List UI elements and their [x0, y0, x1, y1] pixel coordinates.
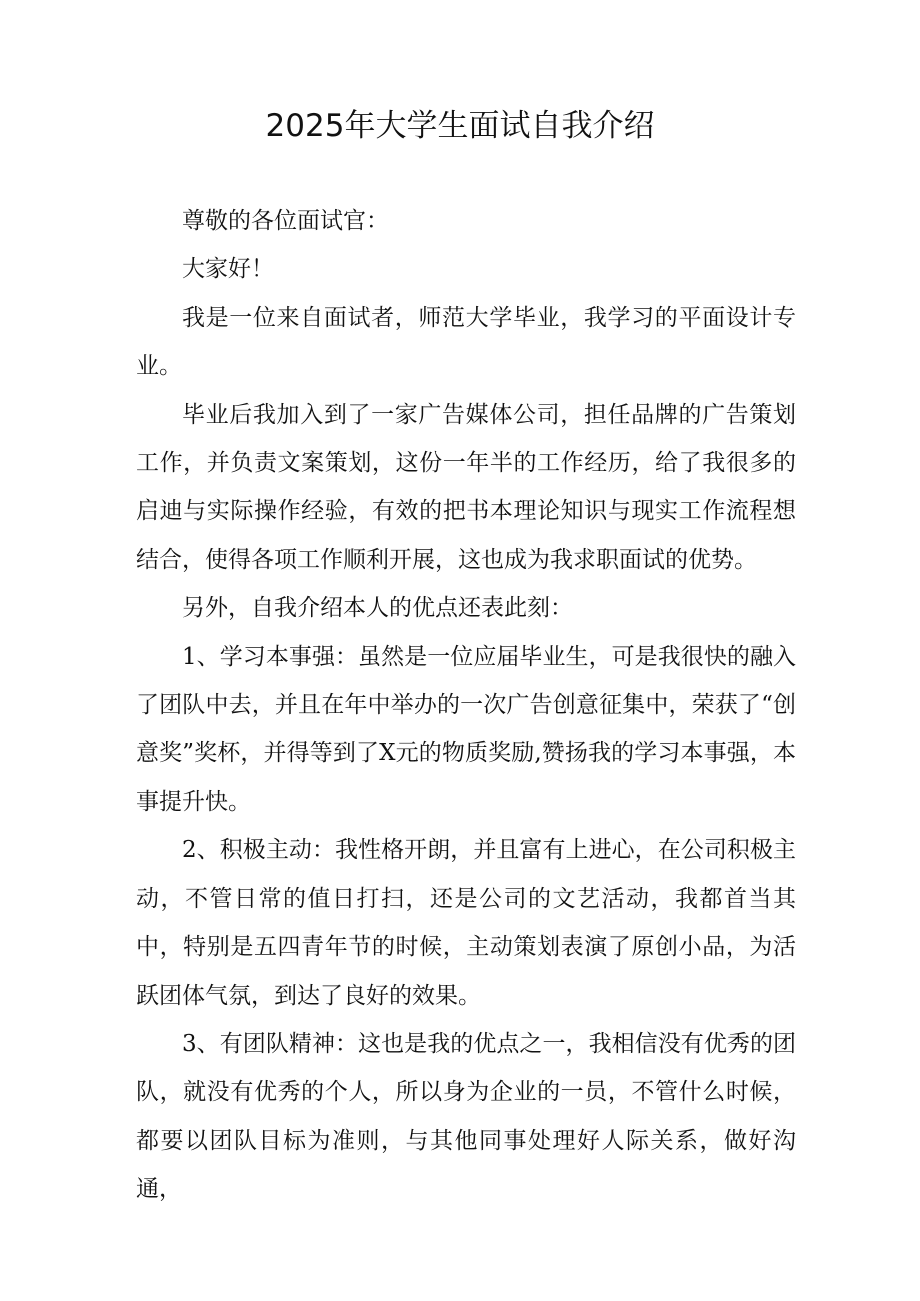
experience-paragraph: 毕业后我加入到了一家广告媒体公司，担任品牌的广告策划工作，并负责文案策划，这份一年半的工作经历，给了我很多的启迪与实际操作经验，有效的把书本理论知识与现实工作流程想结合，使得各项工作顺利开展，这也成为我求职面试的优势。 [136, 401, 796, 573]
greeting-paragraph: 尊敬的各位面试官： [182, 208, 389, 234]
strength-proactive-paragraph: 2、积极主动：我性格开朗，并且富有上进心，在公司积极主动，不管日常的值日打扫，还是公司的文艺活动，我都首当其中，特别是五四青年节的时候，主动策划表演了原创小品，为活跃团体气氛，到达了良好的效果。 [136, 837, 796, 1009]
document-body [136, 197, 796, 1214]
hello-paragraph: 大家好！ [182, 256, 274, 283]
strength-teamwork-paragraph: 3、有团队精神：这也是我的优点之一，我相信没有优秀的团队，就没有优秀的个人，所以身为企业的一员，不管什么时候，都要以团队目标为准则，与其他同事处理好人际关系，做好沟通， [136, 1030, 796, 1203]
strengths-intro-paragraph: 另外，自我介绍本人的优点还表此刻： [182, 595, 573, 622]
intro-paragraph: 我是一位来自面试者，师范大学毕业，我学习的平面设计专业。 [136, 304, 796, 380]
document-title: 2025年大学生面试自我介绍 [265, 108, 655, 144]
strength-learning-paragraph: 1、学习本事强：虽然是一位应届毕业生，可是我很快的融入了团队中去，并且在年中举办的一次广告创意征集中，荣获了“创意奖”奖杯，并得等到了X元的物质奖励,赞扬我的学习本事强，本事提升快。 [136, 643, 796, 815]
